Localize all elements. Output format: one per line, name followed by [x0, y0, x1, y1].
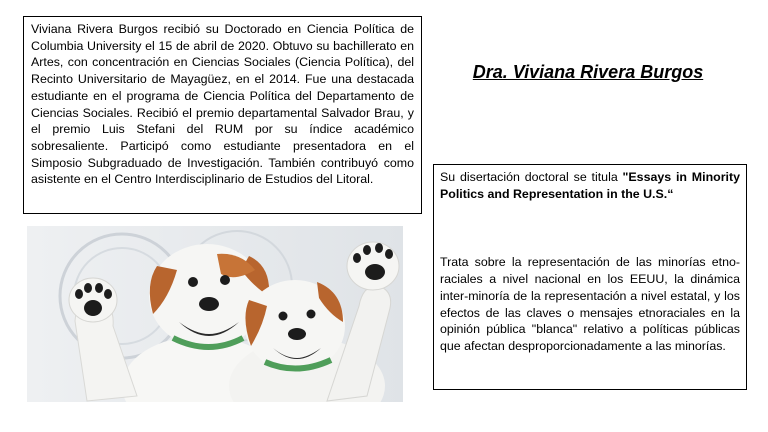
thesis-summary: Trata sobre la representación de las minorías etno-raciales a nivel nacional en los EEUU, la dinámica inter-minoría de la representación a nivel estatal, y los efectos de las claves o mensajes etnoraciales en la opinión pública "blanca" relativo a políticas públicas que afectan desproporcionadamente a las minorías. — [440, 255, 740, 353]
bulldog-mascots-illustration — [27, 226, 403, 402]
dissertation-title: "Essays in Minority Politics and Representation in the U.S.“ — [440, 170, 740, 201]
thesis-box — [433, 164, 747, 390]
bio-text: Viviana Rivera Burgos recibió su Doctorado en Ciencia Política de Columbia University el 15 de abril de 2020. Obtuvo su bachillerato en Artes, con concentración en Ciencias Sociales (Ciencia Política), del Recinto Universitario de Mayagüez, en el 2014. Fue una destacada estudiante en el programa de Ciencia Política del Departamento de Ciencias Sociales. Recibió el premio departamental Salvador Brau, y el premio Luis Stefani del RUM por su índice académico sobresaliente. Participó como estudiante presentadora en el Simposio Subgraduado de Investigación. También contribuyó como asistente en el Centro Interdisciplinario de Estudios del Litoral. — [31, 22, 414, 187]
thesis-heading — [440, 169, 740, 202]
bulldog-mascots-image — [27, 226, 403, 402]
page-title: Dra. Viviana Rivera Burgos — [472, 62, 704, 82]
thesis-intro: Su disertación doctoral se titula — [440, 170, 623, 184]
bio-box — [23, 16, 422, 214]
